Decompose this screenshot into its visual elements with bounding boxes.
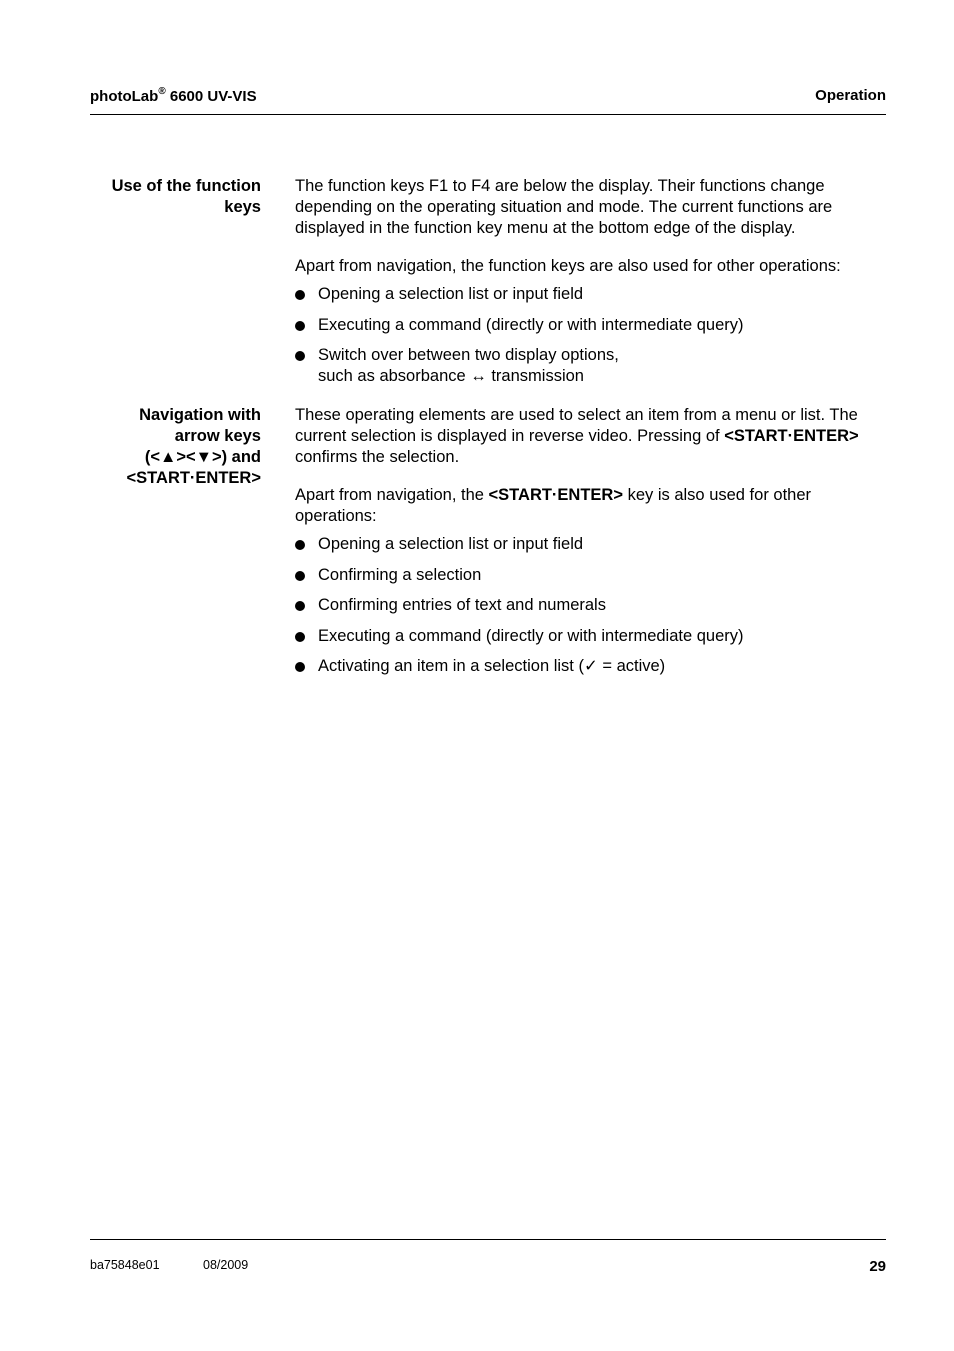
heading-line: Navigation with (139, 406, 261, 424)
list-item-text: Activating an item in a selection list (✓ = active) (318, 657, 666, 675)
bullet-icon (295, 321, 305, 331)
list-item (295, 345, 895, 387)
list-item (295, 656, 895, 677)
list-item-text: Opening a selection list or input field (318, 535, 584, 553)
list-item (295, 626, 895, 647)
body-navigation (295, 405, 895, 687)
list-item (295, 315, 895, 336)
bullet-icon (295, 290, 305, 300)
bullet-list (295, 284, 895, 387)
product-model: 6600 UV-VIS (165, 88, 257, 105)
key-name: <START·ENTER> (724, 427, 859, 445)
heading-line: keys (224, 198, 261, 216)
list-item (295, 284, 895, 305)
list-item (295, 565, 895, 586)
key-name: <START·ENTER> (488, 486, 623, 504)
list-item-text: Switch over between two display options, (318, 346, 619, 364)
side-heading-function-keys (90, 176, 261, 218)
paragraph (295, 485, 895, 527)
bullet-icon (295, 540, 305, 550)
page-number: 29 (869, 1258, 886, 1275)
paragraph-text: Apart from navigation, the (295, 486, 489, 504)
paragraph-text: These operating elements are used to select an item from a menu or list. The current selection is displayed in reverse video. Pressing of (295, 406, 858, 445)
bullet-list (295, 534, 895, 677)
list-item-text: such as absorbance ↔ transmission (318, 367, 584, 385)
bullet-icon (295, 601, 305, 611)
bullet-icon (295, 571, 305, 581)
product-name: photoLab (90, 88, 159, 105)
heading-line: Use of the function (111, 177, 261, 195)
heading-line: (<▲><▼>) and (144, 448, 261, 466)
list-item-text: Opening a selection list or input field (318, 285, 584, 303)
list-item-text: Confirming entries of text and numerals (318, 596, 606, 614)
list-item (295, 595, 895, 616)
heading-line: <START·ENTER> (126, 469, 261, 487)
header-chapter: Operation (815, 87, 886, 104)
list-item-text: Executing a command (directly or with intermediate query) (318, 315, 744, 334)
heading-line: arrow keys (174, 427, 261, 445)
paragraph (295, 405, 895, 468)
paragraph-text: confirms the selection. (295, 448, 460, 466)
paragraph: Apart from navigation, the function keys are also used for other operations: (295, 257, 841, 275)
registered-mark: ® (158, 86, 166, 97)
list-item-text: Confirming a selection (318, 565, 482, 584)
footer-date: 08/2009 (203, 1258, 249, 1272)
page-footer (90, 1239, 886, 1275)
bullet-icon (295, 351, 305, 361)
paragraph: The function keys F1 to F4 are below the display. Their functions change depending on the operating situation and mode. The current functions are displayed in the function key menu at the bottom edge of the display. (295, 177, 833, 237)
bullet-icon (295, 662, 305, 672)
list-item-text: Executing a command (directly or with intermediate query) (318, 626, 744, 645)
side-heading-navigation (90, 405, 261, 489)
list-item (295, 534, 895, 555)
bullet-icon (295, 632, 305, 642)
paragraph-text: key is also used for other operations: (295, 486, 812, 525)
header-product-title (90, 87, 257, 105)
body-function-keys (295, 176, 895, 397)
page-header (90, 84, 886, 115)
footer-doc-number: ba75848e01 (90, 1258, 160, 1272)
